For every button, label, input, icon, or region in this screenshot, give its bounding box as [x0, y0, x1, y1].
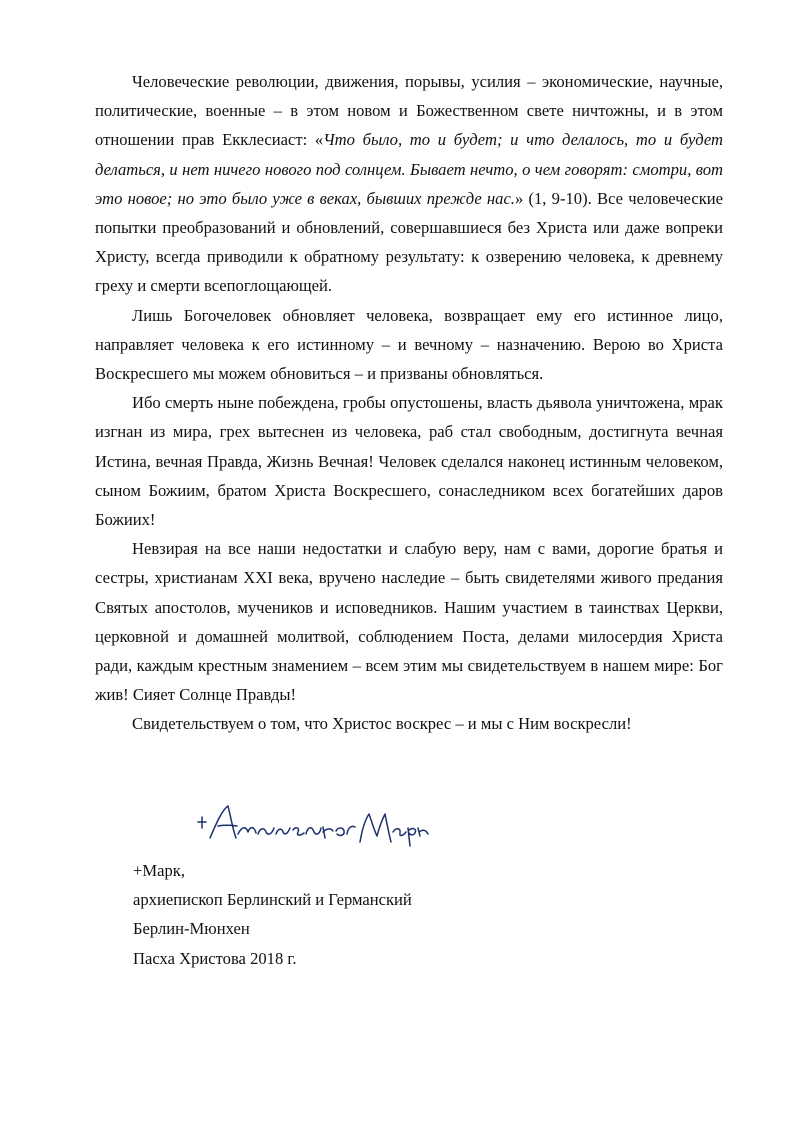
- closing-block: [133, 856, 633, 973]
- paragraph-1: [95, 67, 723, 301]
- paragraph-5: Свидетельствуем о том, что Христос воскрес – и мы с Ним воскресли!: [132, 714, 632, 734]
- paragraph-4: Невзирая на все наши недостатки и слабую веру, нам с вами, дорогие братья и сестры, христианам XXI века, вручено наследие – быть свидетелями живого предания Святых апостолов, мучеников и исповедников. Нашим участием в таинствах Церкви, церковной и домашней молитвой, соблюдением Поста, делами милосердия Христа ради, каждым крестным знамением – всем этим мы свидетельствуем в нашем мире: Бог жив! Сияет Солнце Правды!: [95, 539, 723, 705]
- signatory-name: +Марк,: [133, 861, 185, 880]
- letter-date: Пасха Христова 2018 г.: [133, 948, 297, 968]
- paragraph-3: Ибо смерть ныне побеждена, гробы опустошены, власть дьявола уничтожена, мрак изгнан из мира, грех вытеснен из человека, раб стал свободным, достигнута вечная Истина, вечная Правда, Жизнь Вечная! Человек сделался наконец истинным человеком, сыном Божиим, братом Христа Воскресшего, сонаследником всех богатейших даров Божиих!: [95, 393, 723, 530]
- signatory-title: архиепископ Берлинский и Германский: [133, 890, 412, 910]
- paragraph-1-rest: » (1, 9-10). Все человеческие попытки преобразований и обновлений, совершавшиеся без Христа или даже вопреки Христу, всегда приводили к обратному результату: к озверению человека, к древнему греху и смерти всепоглощающей.: [95, 188, 723, 296]
- handwritten-signature: [190, 800, 440, 850]
- paragraph-1-intro: Человеческие революции, движения, порывы, усилия – экономические, научные, политические, военные – в этом новом и Божественном свете ничтожны, и в этом отношении прав Екклесиаст: «: [95, 72, 723, 150]
- ecclesiastes-quote: Что было, то и будет; и что делалось, то и будет делаться, и нет ничего нового под солнцем. Бывает нечто, о чем говорят: смотри, вот это новое; но это было уже в веках, бывших прежде нас.: [95, 130, 723, 208]
- paragraph-2: Лишь Богочеловек обновляет человека, возвращает ему его истинное лицо, направляет человека к его истинному – и вечному – назначению. Верою во Христа Воскресшего мы можем обновиться – и призваны обновляться.: [95, 305, 723, 384]
- letter-place: Берлин-Мюнхен: [133, 919, 250, 939]
- letter-body: [95, 67, 723, 739]
